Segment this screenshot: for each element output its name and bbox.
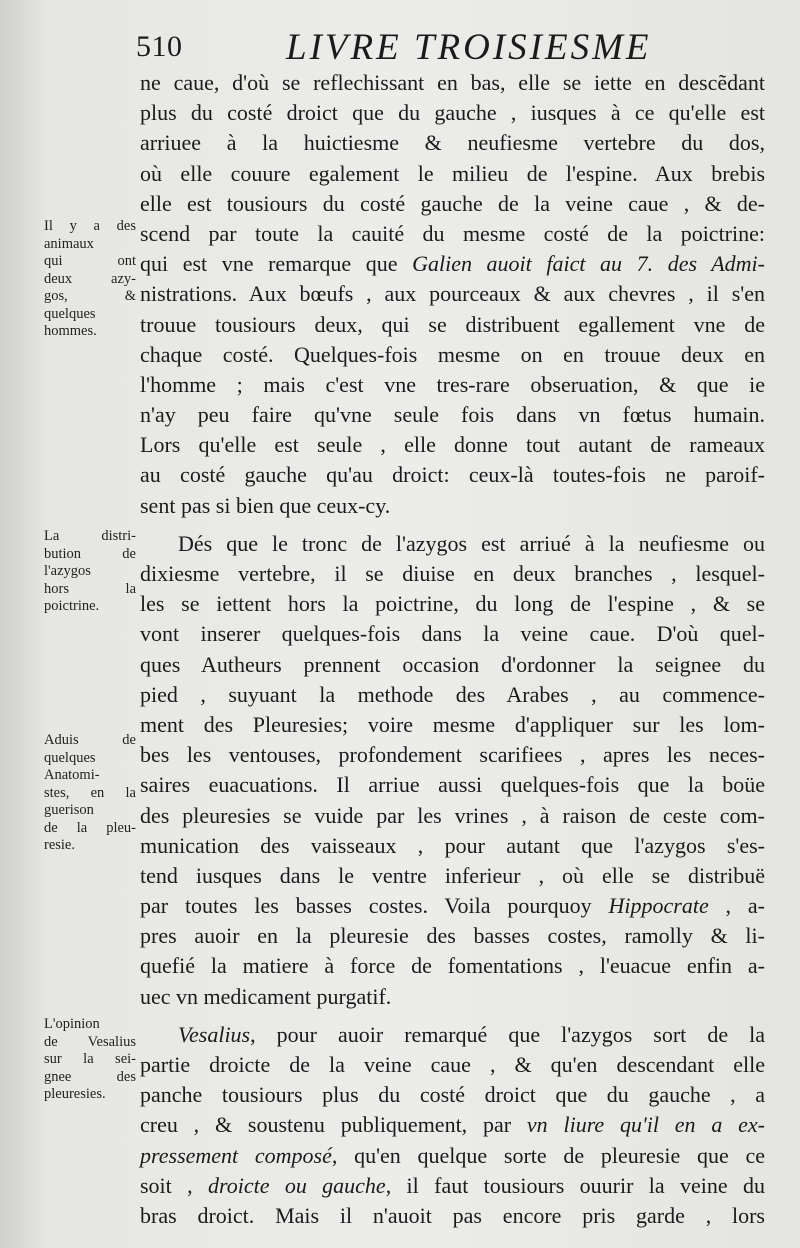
margin-note-aduis [44, 732, 136, 855]
italic-phrase: droicte ou gauche [207, 1172, 386, 1198]
margin-note-line: pleuresies. [44, 1086, 106, 1102]
margin-note-line: sur la sei- [44, 1051, 136, 1067]
text-line: elle est tousiours du costé gauche de la veine caue , & de- [140, 190, 765, 216]
text-line: saires euacuations. Il arriue aussi quelques-fois que la boüe [140, 772, 765, 798]
text-segment: par toutes les basses costes. Voila pourquoy [140, 893, 609, 919]
text-segment: , qu'en quelque sorte de pleuresie que ce [331, 1142, 765, 1168]
text-line: Dés que le tronc de l'azygos est arriué à la neufiesme ou [178, 530, 765, 556]
body-text [140, 68, 765, 1231]
margin-note-line: qui ont [44, 253, 136, 269]
text-line: sent pas si bien que ceux-cy. [140, 492, 391, 518]
italic-citation: pressement composé [140, 1142, 332, 1168]
margin-note-line: de Vesalius [44, 1033, 136, 1050]
text-line: pied , suyuant la methode des Arabes , au commence- [140, 681, 765, 707]
italic-name: Vesalius [178, 1021, 251, 1047]
margin-note-line: gos, & [44, 288, 136, 304]
text-line: ques Autheurs prennent occasion d'ordonner la seignee du [140, 651, 765, 677]
margin-note-vesalius [44, 1016, 136, 1104]
text-line: uec vn medicament purgatif. [140, 983, 392, 1009]
text-line [140, 891, 765, 921]
margin-note-line: animaux [44, 235, 94, 252]
text-line: bes les ventouses, profondement scarifiees , apres les neces- [140, 742, 765, 768]
margin-note-line: gnee des [44, 1068, 136, 1085]
text-segment: , il faut tousiours ouurir la veine du [385, 1172, 765, 1198]
text-line: n'ay peu faire qu'vne seule fois dans vn fœtus humain. [140, 402, 765, 428]
margin-note-line: l'azygos [44, 563, 91, 579]
margin-note-line: L'opinion [44, 1016, 100, 1032]
margin-note-line: hors la [44, 580, 136, 597]
margin-note-line: bution de [44, 545, 136, 562]
text-line: tend iusques dans le ventre inferieur , où elle se distribuë [140, 862, 765, 888]
text-line: où elle couure egalement le milieu de l'espine. Aux brebis [140, 160, 765, 186]
margin-note-line: Anatomi- [44, 767, 100, 783]
text-segment: nistrations. Aux bœufs , aux pourceaux & aux chevres , il s'en [140, 281, 765, 307]
text-line: les se iettent hors la poictrine, du long de l'espine , & se [140, 591, 765, 617]
running-title: LIVRE TROISIESME [286, 27, 652, 68]
text-line: bras droict. Mais il n'auoit pas encore pris garde , lors [140, 1202, 765, 1228]
italic-citation: vn liure qu'il en a ex- [526, 1112, 765, 1138]
text-line: des pleuresies se vuide par les vrines , à raison de ceste com- [140, 802, 765, 828]
margin-note-line: poictrine. [44, 598, 100, 614]
italic-name: Hippocrate [608, 893, 709, 919]
text-line: l'homme ; mais c'est vne tres-rare obseruation, & que ie [140, 371, 765, 397]
text-segment: , pour auoir remarqué que l'azygos sort de la [250, 1021, 765, 1047]
text-segment: creu , & soustenu publiquement, par [140, 1112, 527, 1138]
text-line: ne caue, d'où se reflechissant en bas, elle se iette en descẽdant [140, 70, 765, 95]
text-segment: qui est vne remarque que [140, 251, 413, 277]
margin-note-line: quelques [44, 305, 96, 322]
margin-note-line: Aduis de [44, 732, 136, 748]
text-line: plus du costé droict que du gauche , iusques à ce qu'elle est [140, 100, 765, 126]
margin-note-line: resie. [44, 837, 75, 853]
text-line: partie droicte de la veine caue , & qu'en descendant elle [140, 1052, 765, 1077]
margin-note-line: quelques [44, 749, 96, 766]
margin-note-line: deux azy- [44, 270, 136, 287]
text-line: chaque costé. Quelques-fois mesme on en trouue deux en [140, 341, 765, 367]
text-line: dixiesme vertebre, il se diuise en deux branches , lesquel- [140, 561, 765, 586]
margin-note-line: stes, en la [44, 784, 136, 801]
italic-citation: Galien auoit faict au 7. des Admi- [412, 251, 765, 277]
text-segment: soit , [140, 1172, 208, 1198]
margin-note-line: de la pleu- [44, 819, 136, 836]
text-line: ment des Pleuresies; voire mesme d'appliquer sur les lom- [140, 711, 765, 737]
text-line: munication des vaisseaux , pour autant que l'azygos s'es- [140, 832, 765, 858]
text-line: arriuee à la huictiesme & neufiesme vertebre du dos, [140, 130, 765, 156]
page-header [136, 26, 776, 66]
text-line: scend par toute la cauité du mesme costé de la poictrine: [140, 220, 765, 246]
text-line [140, 1110, 765, 1140]
text-line: panche tousiours plus du costé droict que du gauche , a [140, 1082, 765, 1108]
text-line: trouue tousiours deux, qui se distribuent egallement vne de [140, 311, 765, 337]
text-line [140, 1020, 765, 1050]
page-number: 510 [136, 30, 183, 63]
text-line [140, 249, 765, 279]
text-line: au costé gauche qu'au droict: ceux-là toutes-fois ne paroif- [140, 462, 765, 488]
text-line: pres auoir en la pleuresie des basses costes, ramolly & li- [140, 923, 765, 949]
text-line: quefié la matiere à force de fomentations , l'euacue enfin a- [140, 953, 765, 979]
margin-note-animaux [44, 218, 136, 341]
margin-note-line: La distri- [44, 528, 136, 544]
text-line [140, 1171, 765, 1201]
text-line: vont inserer quelques-fois dans la veine caue. D'où quel- [140, 621, 765, 647]
text-segment: , a- [708, 893, 765, 919]
text-line [140, 279, 765, 309]
margin-note-line: Il y a des [44, 218, 136, 234]
margin-note-distribution [44, 528, 136, 616]
margin-note-line: hommes. [44, 323, 97, 339]
text-line: Lors qu'elle est seule , elle donne tout autant de rameaux [140, 432, 765, 458]
text-line [140, 1141, 765, 1171]
margin-note-line: guerison [44, 802, 94, 818]
